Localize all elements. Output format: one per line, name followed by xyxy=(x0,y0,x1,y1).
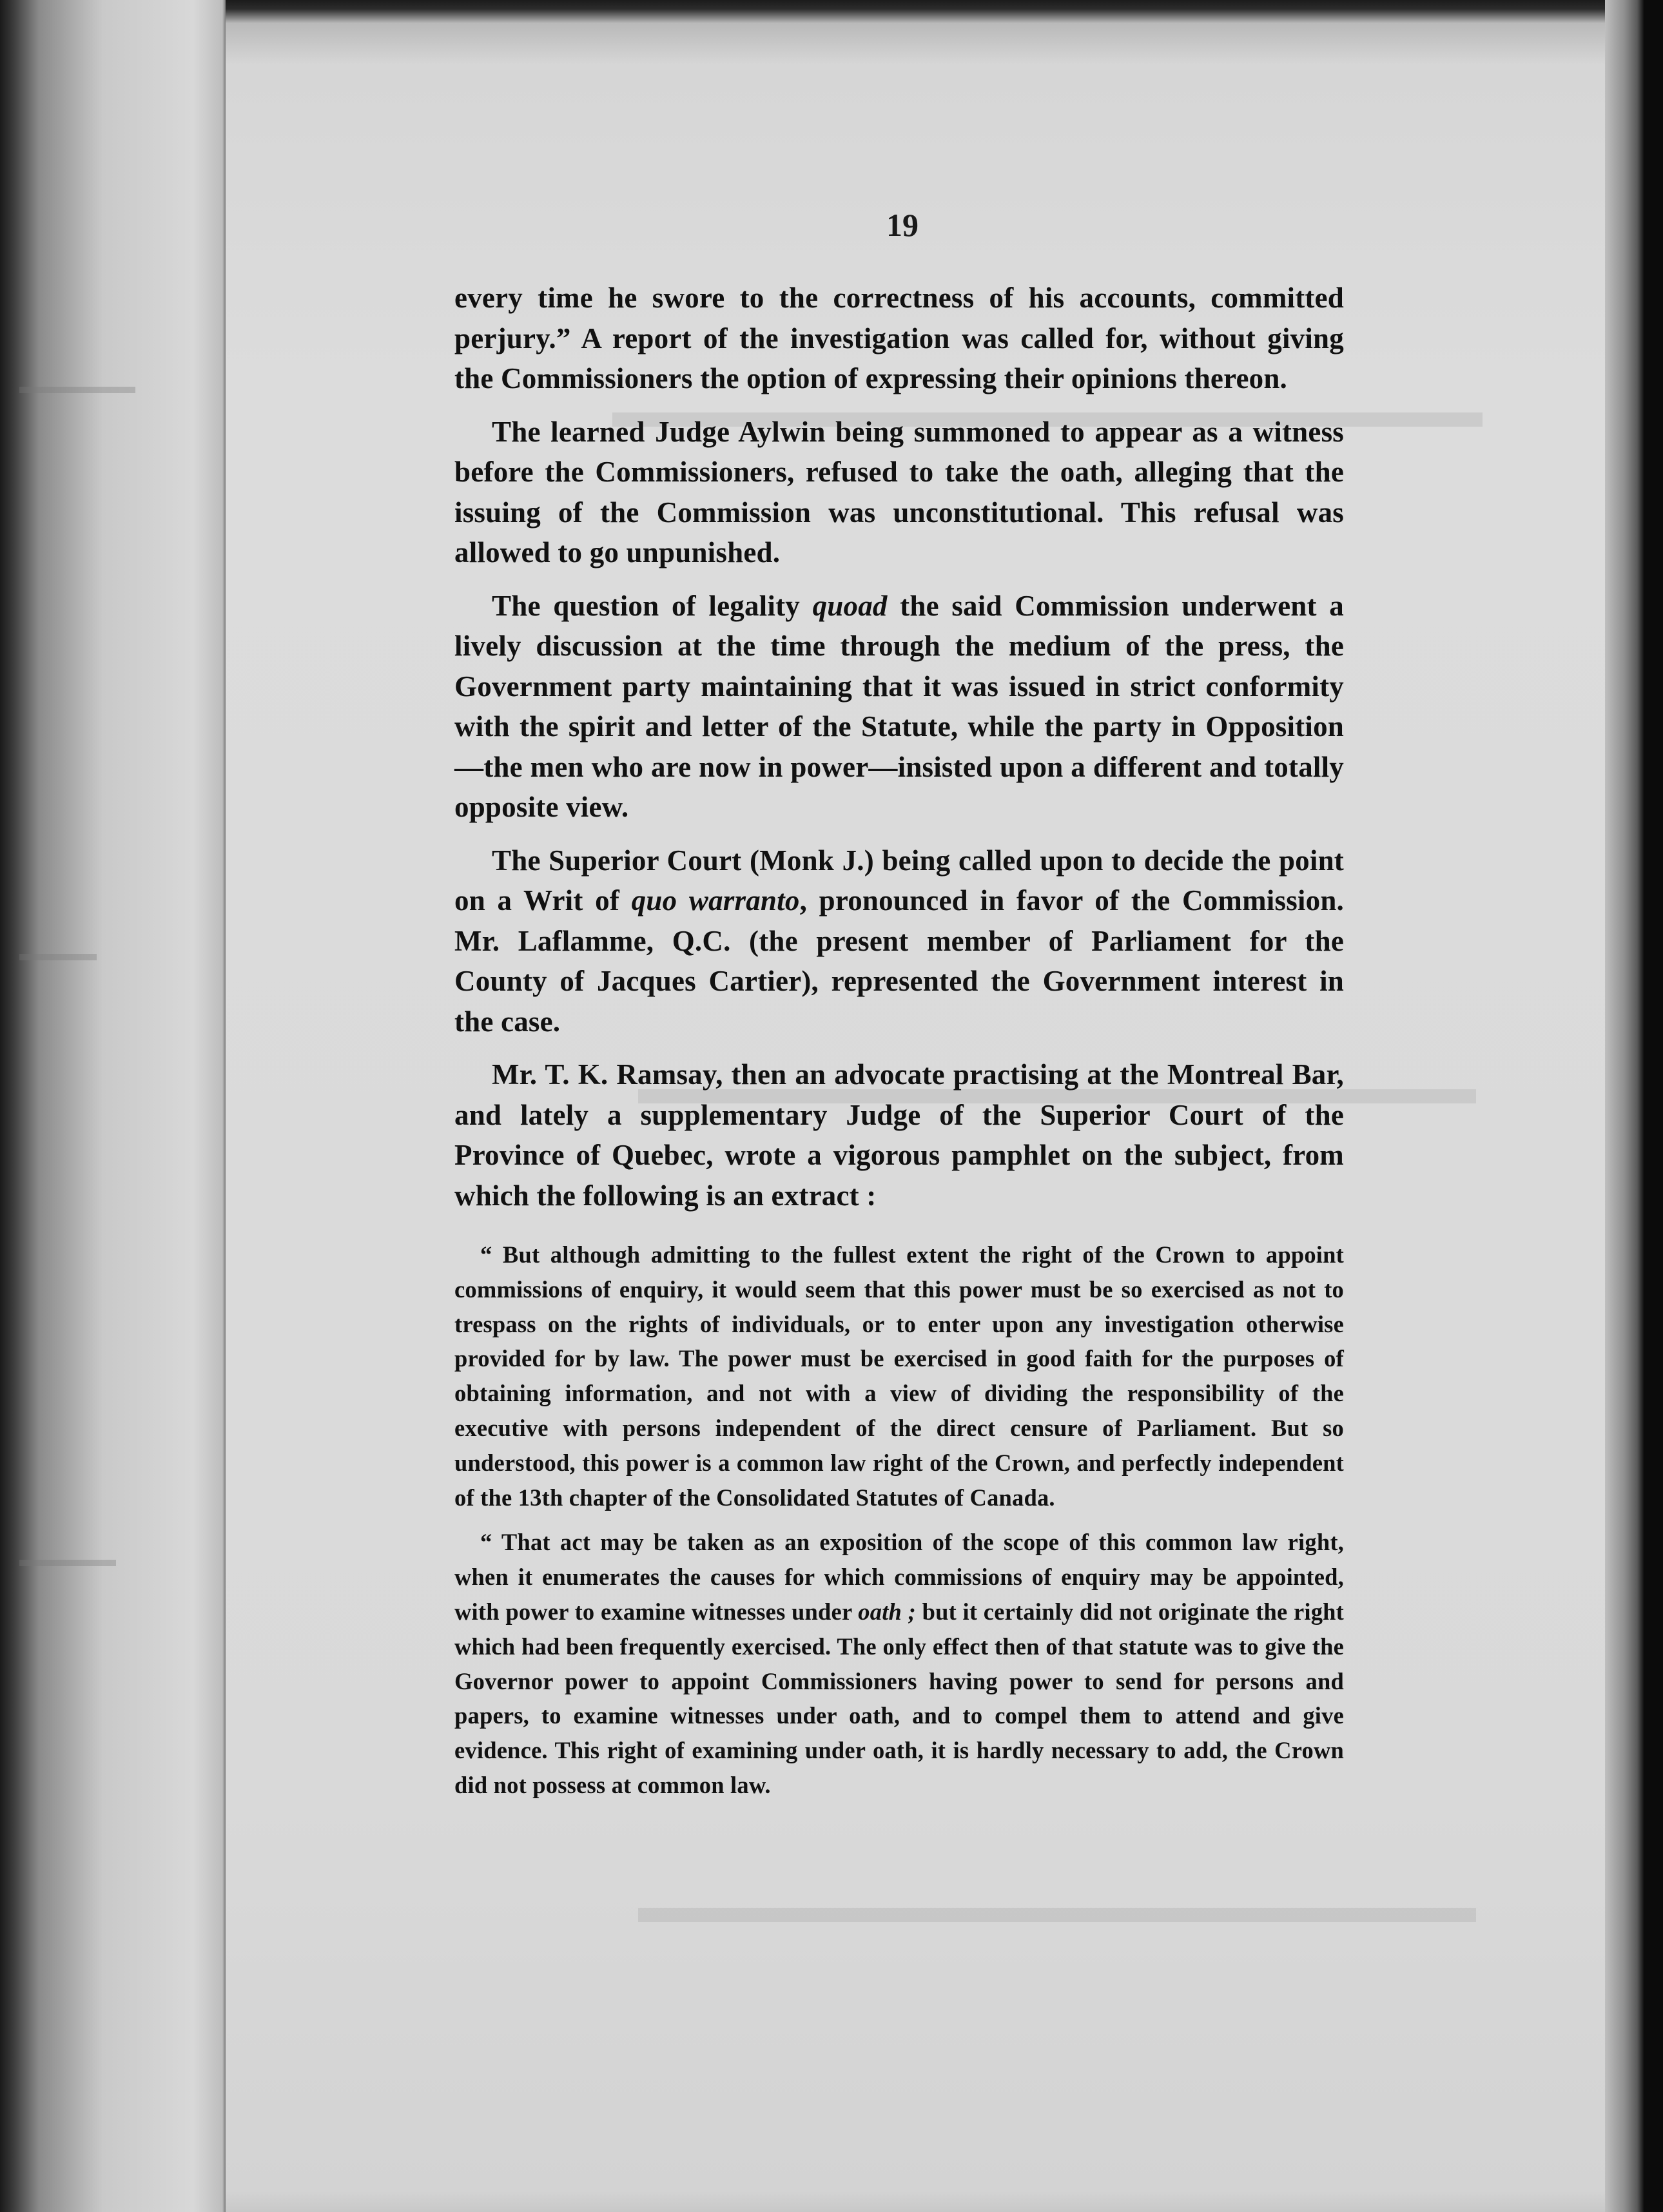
paragraph-3: The question of legality quoad the said Commission underwent a lively discussion at the time through the medium of the press, the Government party maintaining that it was issued in strict conformity with the spirit and letter of the Statute, while the party in Opposition—the men who are now in power—insisted upon a different and totally opposite view. xyxy=(454,589,1344,823)
quotation xyxy=(454,1237,1344,1803)
body-text xyxy=(454,278,1344,1216)
paragraph-1: every time he swore to the correctness of his accounts, committed perjury.” A report of the investigation was called for, without giving the Commissioners the option of expressing their opinions thereon. xyxy=(454,282,1344,394)
page-edge xyxy=(1605,0,1644,2212)
bleed-through-mark xyxy=(638,1908,1476,1922)
paragraph-4: The Superior Court (Monk J.) being called upon to decide the point on a Writ of quo warranto, pronounced in favor of the Commission. Mr. Laflamme, Q.C. (the present member of Parliament for the County of Jacques Cartier), represented the Government interest in the case. xyxy=(454,844,1344,1038)
paragraph-5: Mr. T. K. Ramsay, then an advocate practising at the Montreal Bar, and lately a supplementary Judge of the Superior Court of the Province of Quebec, wrote a vigorous pamphlet on the subject, from which the following is an extract : xyxy=(454,1058,1344,1212)
previous-page-edge xyxy=(0,0,226,2212)
quote-paragraph-1: “ But although admitting to the fullest extent the right of the Crown to appoint commissions of enquiry, it would seem that this power must be so exercised as not to trespass on the rights of individuals, or to enter upon any investigation otherwise provided for by law. The power must be exercised in good faith for the purposes of obtaining information, and not with a view of dividing the responsibility of the executive with persons independent of the direct censure of Parliament. But so understood, this power is a common law right of the Crown, and perfectly independent of the 13th chapter of the Consolidated Statutes of Canada. xyxy=(454,1241,1344,1511)
quote-paragraph-2: “ That act may be taken as an exposition of the scope of this common law right, when it enumerates the causes for which commissions of enquiry may be appointed, with power to examine witnesses under oath ; but it certainly did not originate the right which had been frequently exercised. The only effect then of that statute was to give the Governor power to appoint Commissioners having power to send for persons and papers, to examine witnesses under oath, and to compel them to attend and give evidence. This right of examining under oath, it is hardly necessary to add, the Crown did not possess at common law. xyxy=(454,1529,1345,1798)
page-number: 19 xyxy=(886,207,919,243)
paragraph-2: The learned Judge Aylwin being summoned to appear as a witness before the Commissioners, refused to take the oath, alleging that the issuing of the Commission was unconstitutional. This refusal was allowed to go unpunished. xyxy=(454,415,1344,568)
